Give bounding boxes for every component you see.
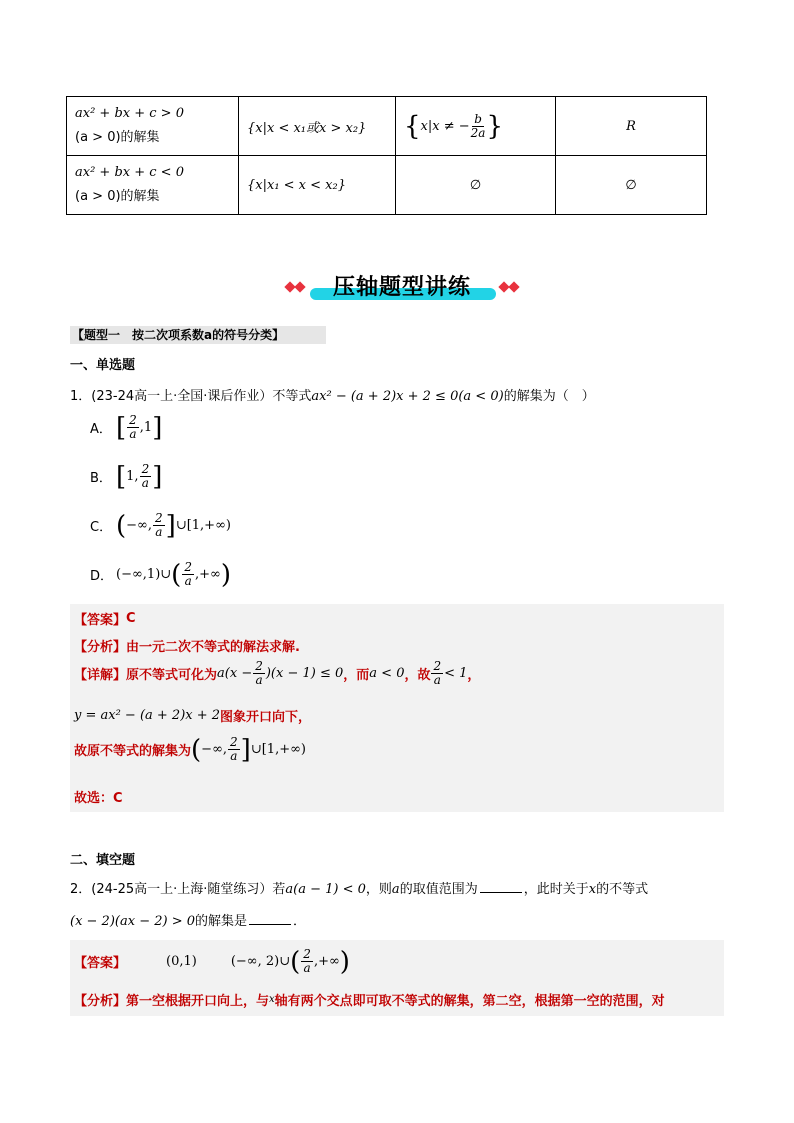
table-row [67,97,707,156]
table-cell [67,156,239,215]
set-expression: {x|x₁ < x < x₂} [247,177,346,193]
answer-blank[interactable] [480,880,522,893]
table-cell [239,97,396,156]
heading-title: 压轴题型讲练 [332,275,471,300]
answer-block [70,940,724,1016]
answer-block [70,604,724,812]
empty-set: ∅ [625,177,637,193]
table-cell: {x|x ≠ − $\frac{b}{2a}$ } [396,97,556,156]
set-expression: x|x ≠ − [420,118,470,134]
answer-line: 【答案】 (0,1) (−∞, 2)∪ ( $\frac{2}{a}$ ,+∞ ) [74,946,350,977]
table-cell [239,156,396,215]
inequality-text: ax² + bx + c < 0 [75,165,184,180]
table-cell [556,156,707,215]
solution-set-label: (a > 0)的解集 [75,189,160,204]
analysis-line: 【分析】 由一元二次不等式的解法求解. [74,640,300,655]
detail-line: 【详解】 原不等式可化为 a(x − $\frac{2}{a}$ )(x − 1) ≤ 0 ，而 a < 0 ，故 $\frac{2}{a}$ < 1 ， [74,659,481,687]
question-stem: (x − 2)(ax − 2) > 0的解集是 ． [70,914,307,929]
table-cell [556,97,707,156]
option-c: C． ( −∞, $\frac{2}{a}$ ] ∪[1,+∞) [90,510,231,541]
question-stem: 2．(24-25高一上·上海·随堂练习）若a(a − 1) < 0，则a的取值范围为 ，此时关于x的不等式 [70,882,649,897]
choice-line: 故选：C [74,791,123,806]
set-expression: {x|x < x₁或x > x₂} [247,120,367,136]
table-cell [67,97,239,156]
solution-set-label: (a > 0)的解集 [75,130,160,145]
section-heading [282,268,522,308]
table-row [67,156,707,215]
detail-line: y = ax² − (a + 2)x + 2 图象开口向下， [74,708,312,725]
set-expression: R [626,118,636,134]
detail-line: 故原不等式的解集为 ( −∞, $\frac{2}{a}$ ] ∪[1,+∞) [74,734,306,765]
table-cell [396,156,556,215]
solution-table [66,96,707,215]
section-title: 二、填空题 [70,853,136,868]
section-title: 一、单选题 [70,358,136,373]
option-d: D． (−∞,1)∪ ( $\frac{2}{a}$ ,+∞ ) [90,559,231,590]
fraction: $\frac{b}{2a}$ [470,111,486,140]
question-stem: 1．(23-24高一上·全国·课后作业）不等式ax² − (a + 2)x + 2 ≤ 0(a < 0)的解集为（ ） [70,389,595,404]
option-a: A． [ $\frac{2}{a}$ ,1 ] [90,412,163,443]
answer-blank[interactable] [249,912,291,925]
analysis-line: 【分析】 第一空根据开口向上，与 x 轴有两个交点即可取不等式的解集，第二空，根据第一空的范围，对 [74,994,665,1009]
option-b: B． [ 1, $\frac{2}{a}$ ] [90,461,163,492]
empty-set: ∅ [469,177,482,193]
answer-line: 【答案】 C [74,611,136,628]
question-type-tag: 【题型一 按二次项系数a的符号分类】 [70,326,326,344]
inequality-text: ax² + bx + c > 0 [75,106,184,121]
